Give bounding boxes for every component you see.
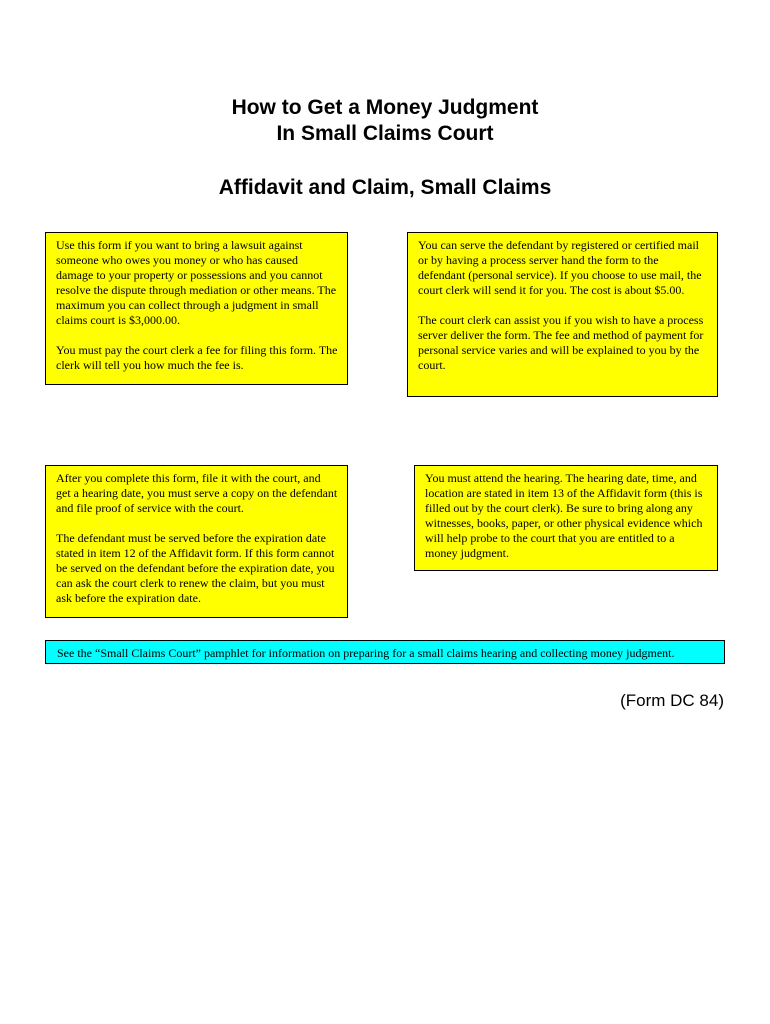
title-line-2: In Small Claims Court	[276, 122, 494, 145]
instruction-paragraph: Use this form if you want to bring a lawsuit against someone who owes you money or who has caused damage to your property or possessions and you cannot resolve the dispute through mediation or other means. The maximum you can collect through a judgment in small claims court is $3,000.00.	[56, 238, 337, 327]
instruction-box-attend-hearing	[414, 465, 718, 571]
instruction-box-when-to-use	[45, 232, 348, 385]
title-line-1: How to Get a Money Judgment	[231, 96, 539, 119]
form-subtitle: Affidavit and Claim, Small Claims	[218, 176, 552, 199]
form-number: (Form DC 84)	[620, 691, 724, 710]
instruction-box-filing-and-serving	[45, 465, 348, 618]
instruction-box-service-methods	[407, 232, 718, 397]
instruction-paragraph: You can serve the defendant by registered or certified mail or by having a process server hand the form to the defendant (personal service). If you choose to use mail, the court clerk will send it for you. The cost is about $5.00.	[418, 238, 702, 297]
instruction-paragraph: The defendant must be served before the expiration date stated in item 12 of the Affidavit form. If this form cannot be served on the defendant before the expiration date, you can ask the court clerk to renew the claim, but you must ask before the expiration date.	[56, 531, 335, 605]
instruction-paragraph: You must attend the hearing. The hearing date, time, and location are stated in item 13 of the Affidavit form (this is filled out by the court clerk). Be sure to bring along any witnesses, books, paper, or other physical evidence which will help probe to the court that you are entitled to a money judgment.	[425, 471, 703, 560]
instruction-paragraph: After you complete this form, file it with the court, and get a hearing date, you must serve a copy on the defendant and file proof of service with the court.	[56, 471, 338, 515]
pamphlet-note: See the “Small Claims Court” pamphlet for information on preparing for a small claims hearing and collecting money judgment.	[45, 640, 725, 664]
document-title	[0, 95, 770, 147]
instruction-paragraph: The court clerk can assist you if you wish to have a process server deliver the form. The fee and method of payment for personal service varies and will be explained to you by the court.	[418, 313, 704, 372]
instruction-paragraph: You must pay the court clerk a fee for filing this form. The clerk will tell you how much the fee is.	[56, 343, 338, 372]
